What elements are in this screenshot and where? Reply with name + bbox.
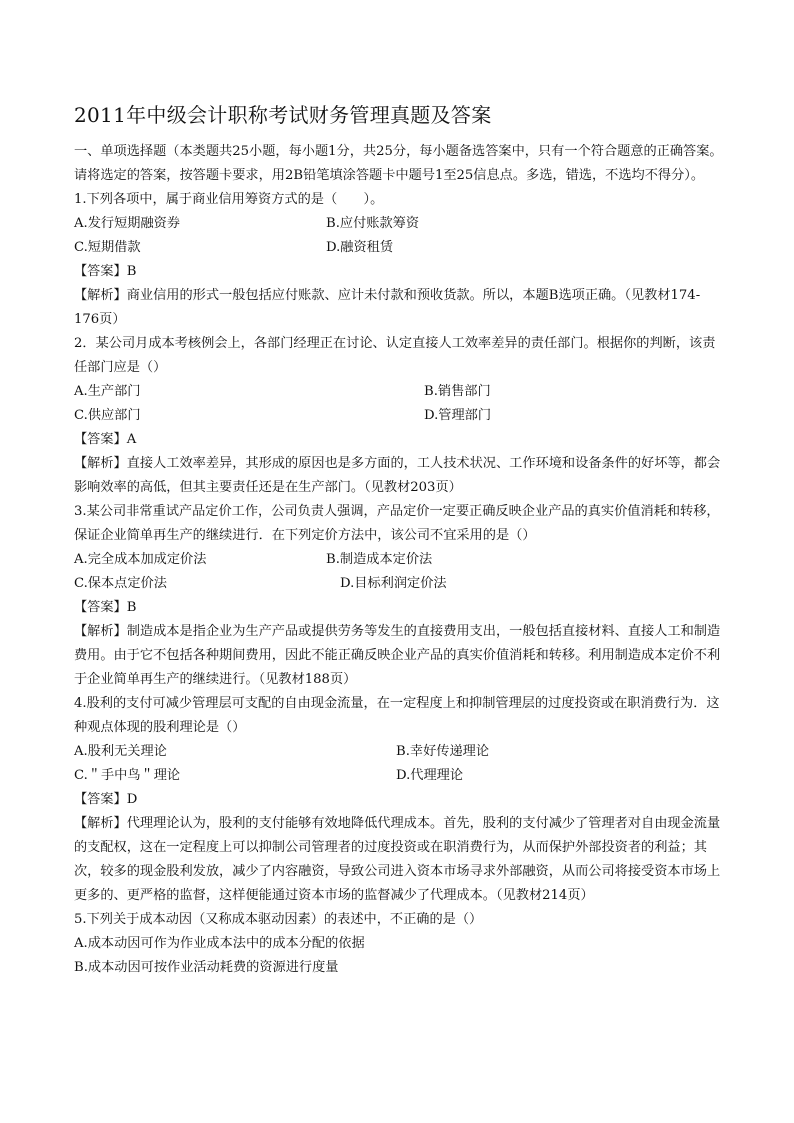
question-3-answer: 【答案】B [74, 600, 137, 615]
question-2-options-ab [74, 380, 724, 404]
question-1-stem: 1.下列各项中，属于商业信用筹资方式的是（ ）。 [74, 192, 384, 207]
question-4-analysis: 【解析】代理理论认为，股利的支付能够有效地降低代理成本。首先，股利的支付减少了管理者对自由现金流量的支配权，这在一定程度上可以抑制公司管理者的过度投资或在职消费行为，从而保护外部投资者的利益；其次，较多的现金股利发放，减少了内容融资，导致公司进入资本市场寻求外部融资，从而公司将接受资本市场上更多的、更严格的监督，这样便能通过资本市场的监督减少了代理成本。（见教材214页） [74, 816, 721, 903]
question-4-option-a: A.股利无关理论 [74, 744, 167, 759]
question-1-analysis: 【解析】商业信用的形式一般包括应付账款、应计未付款和预收货款。所以，本题B选项正确。（见教材174-176页） [74, 288, 701, 327]
question-4-option-c: C.＂手中鸟＂理论 [74, 768, 181, 783]
question-3-stem: 3.某公司非常重试产品定价工作，公司负责人强调，产品定价一定要正确反映企业产品的真实价值消耗和转移，保证企业简单再生产的继续进行．在下列定价方法中，该公司不宜采用的是（） [74, 504, 720, 543]
question-3-options-ab [74, 548, 724, 572]
question-1-options-ab [74, 212, 724, 236]
question-3-option-a: A.完全成本加成定价法 [74, 552, 207, 567]
question-5-stem: 5.下列关于成本动因（又称成本驱动因素）的表述中，不正确的是（） [74, 912, 483, 927]
question-4-option-b: B.幸好传递理论 [396, 744, 490, 759]
question-1-option-c: C.短期借款 [74, 240, 141, 255]
question-2-option-b: B.销售部门 [424, 384, 491, 399]
question-4-answer: 【答案】D [74, 792, 138, 807]
question-2-answer: 【答案】A [74, 432, 137, 447]
question-1-option-d: D.融资租赁 [326, 240, 394, 255]
question-4-options-cd [74, 764, 724, 788]
question-2-analysis: 【解析】直接人工效率差异，其形成的原因也是多方面的，工人技术状况、工作环境和设备条件的好坏等，都会影响效率的高低，但其主要责任还是在生产部门。（见教材203页） [74, 456, 721, 495]
question-3-option-b: B.制造成本定价法 [326, 552, 433, 567]
question-4-option-d: D.代理理论 [396, 768, 464, 783]
question-2-option-a: A.生产部门 [74, 384, 141, 399]
question-3-analysis: 【解析】制造成本是指企业为生产产品或提供劳务等发生的直接费用支出，一般包括直接材料、直接人工和制造费用。由于它不包括各种期间费用，因此不能正确反映企业产品的真实价值消耗和转移。利用制造成本定价不利于企业简单再生产的继续进行。（见教材188页） [74, 624, 721, 687]
question-3-option-d: D.目标利润定价法 [340, 576, 447, 591]
question-2-option-d: D.管理部门 [424, 408, 492, 423]
question-1-options-cd [74, 236, 724, 260]
question-3-option-c: C.保本点定价法 [74, 576, 167, 591]
question-1-answer: 【答案】B [74, 264, 137, 279]
question-1-option-b: B.应付账款筹资 [326, 216, 420, 231]
question-5-option-b: B.成本动因可按作业活动耗费的资源进行度量 [74, 960, 339, 975]
question-2-stem: 2．某公司月成本考核例会上，各部门经理正在讨论、认定直接人工效率差异的责任部门。根据你的判断，该责任部门应是（） [74, 336, 716, 375]
question-5-option-a: A.成本动因可作为作业成本法中的成本分配的依据 [74, 936, 365, 951]
document-title: 2011年中级会计职称考试财务管理真题及答案 [74, 103, 492, 127]
question-4-options-ab [74, 740, 724, 764]
question-1-option-a: A.发行短期融资券 [74, 216, 181, 231]
question-2-options-cd [74, 404, 724, 428]
document-page [74, 100, 724, 980]
question-4-stem: 4.股利的支付可减少管理层可支配的自由现金流量，在一定程度上和抑制管理层的过度投资或在职消费行为．这种观点体现的股利理论是（） [74, 696, 720, 735]
question-2-option-c: C.供应部门 [74, 408, 141, 423]
question-3-options-cd [74, 572, 724, 596]
section-intro: 一、单项选择题（本类题共25小题，每小题1分，共25分，每小题备选答案中，只有一个符合题意的正确答案。请将选定的答案，按答题卡要求，用2B铅笔填涂答题卡中题号1至25信息点。多选，错选，不选均不得分）。 [74, 144, 723, 183]
